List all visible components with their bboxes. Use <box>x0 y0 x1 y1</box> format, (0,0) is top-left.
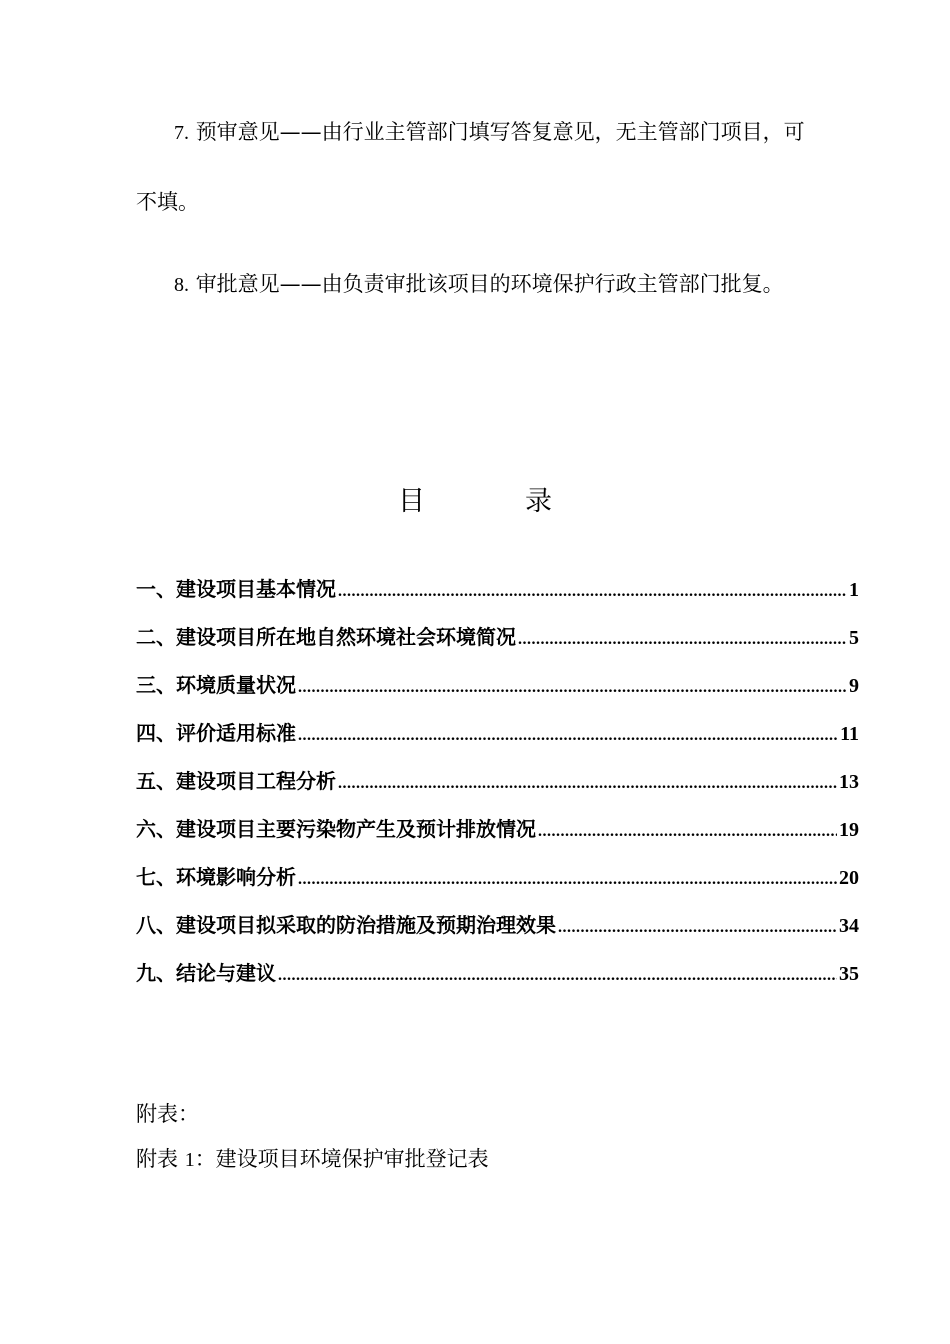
toc-entry-label: 七、环境影响分析 <box>136 865 296 889</box>
toc-leader-dots <box>538 815 837 849</box>
toc-entry-label: 二、建设项目所在地自然环境社会环境简况 <box>136 625 516 649</box>
toc-title <box>0 486 950 518</box>
toc-title-right: 录 <box>525 486 552 517</box>
toc-entry-page: 11 <box>840 723 859 745</box>
toc-title-left: 目 <box>398 486 425 517</box>
toc-entry-page: 1 <box>849 579 859 601</box>
toc-entry-page: 5 <box>849 627 859 649</box>
toc-entry-label: 四、评价适用标准 <box>136 721 296 745</box>
toc-leader-dots <box>278 959 837 993</box>
note-item-8-number: 8. <box>174 274 189 296</box>
toc-entry[interactable] <box>136 716 859 764</box>
appendix-item-1-text: ：建设项目环境保护审批登记表 <box>194 1147 489 1171</box>
toc-leader-dots <box>298 671 847 705</box>
note-item-7-number: 7. <box>174 122 189 144</box>
appendix-item-1-prefix: 附表 <box>136 1147 178 1171</box>
note-item-7-line1 <box>174 118 805 147</box>
toc-entry[interactable] <box>136 572 859 620</box>
toc-leader-dots <box>338 767 837 801</box>
toc-entry-page: 19 <box>839 819 859 841</box>
toc-leader-dots <box>558 911 837 945</box>
table-of-contents <box>136 572 859 1004</box>
note-item-7-text: 预审意见——由行业主管部门填写答复意见，无主管部门项目，可 <box>195 120 805 144</box>
toc-entry-page: 13 <box>839 771 859 793</box>
toc-entry[interactable] <box>136 764 859 812</box>
toc-entry-page: 20 <box>839 867 859 889</box>
toc-leader-dots <box>298 863 837 897</box>
toc-entry-page: 35 <box>839 963 859 985</box>
appendix-item-1-number: 1 <box>184 1149 195 1171</box>
toc-entry-label: 九、结论与建议 <box>136 961 276 985</box>
appendix-item-1 <box>136 1145 489 1174</box>
toc-entry[interactable] <box>136 908 859 956</box>
toc-leader-dots <box>298 719 838 753</box>
toc-entry[interactable] <box>136 620 859 668</box>
toc-entry-page: 9 <box>849 675 859 697</box>
toc-entry-label: 一、建设项目基本情况 <box>136 577 336 601</box>
note-item-8-text: 审批意见——由负责审批该项目的环境保护行政主管部门批复。 <box>195 272 784 296</box>
appendix-heading: 附表： <box>136 1102 199 1126</box>
toc-entry-label: 五、建设项目工程分析 <box>136 769 336 793</box>
toc-entry-label: 三、环境质量状况 <box>136 673 296 697</box>
toc-entry[interactable] <box>136 860 859 908</box>
note-item-7-line2: 不填。 <box>136 190 199 214</box>
toc-leader-dots <box>518 623 847 657</box>
toc-entry[interactable] <box>136 668 859 716</box>
toc-entry-label: 八、建设项目拟采取的防治措施及预期治理效果 <box>136 913 556 937</box>
toc-entry[interactable] <box>136 956 859 1004</box>
toc-entry-label: 六、建设项目主要污染物产生及预计排放情况 <box>136 817 536 841</box>
toc-entry[interactable] <box>136 812 859 860</box>
toc-entry-page: 34 <box>839 915 859 937</box>
toc-leader-dots <box>338 575 847 609</box>
note-item-8 <box>174 270 784 299</box>
